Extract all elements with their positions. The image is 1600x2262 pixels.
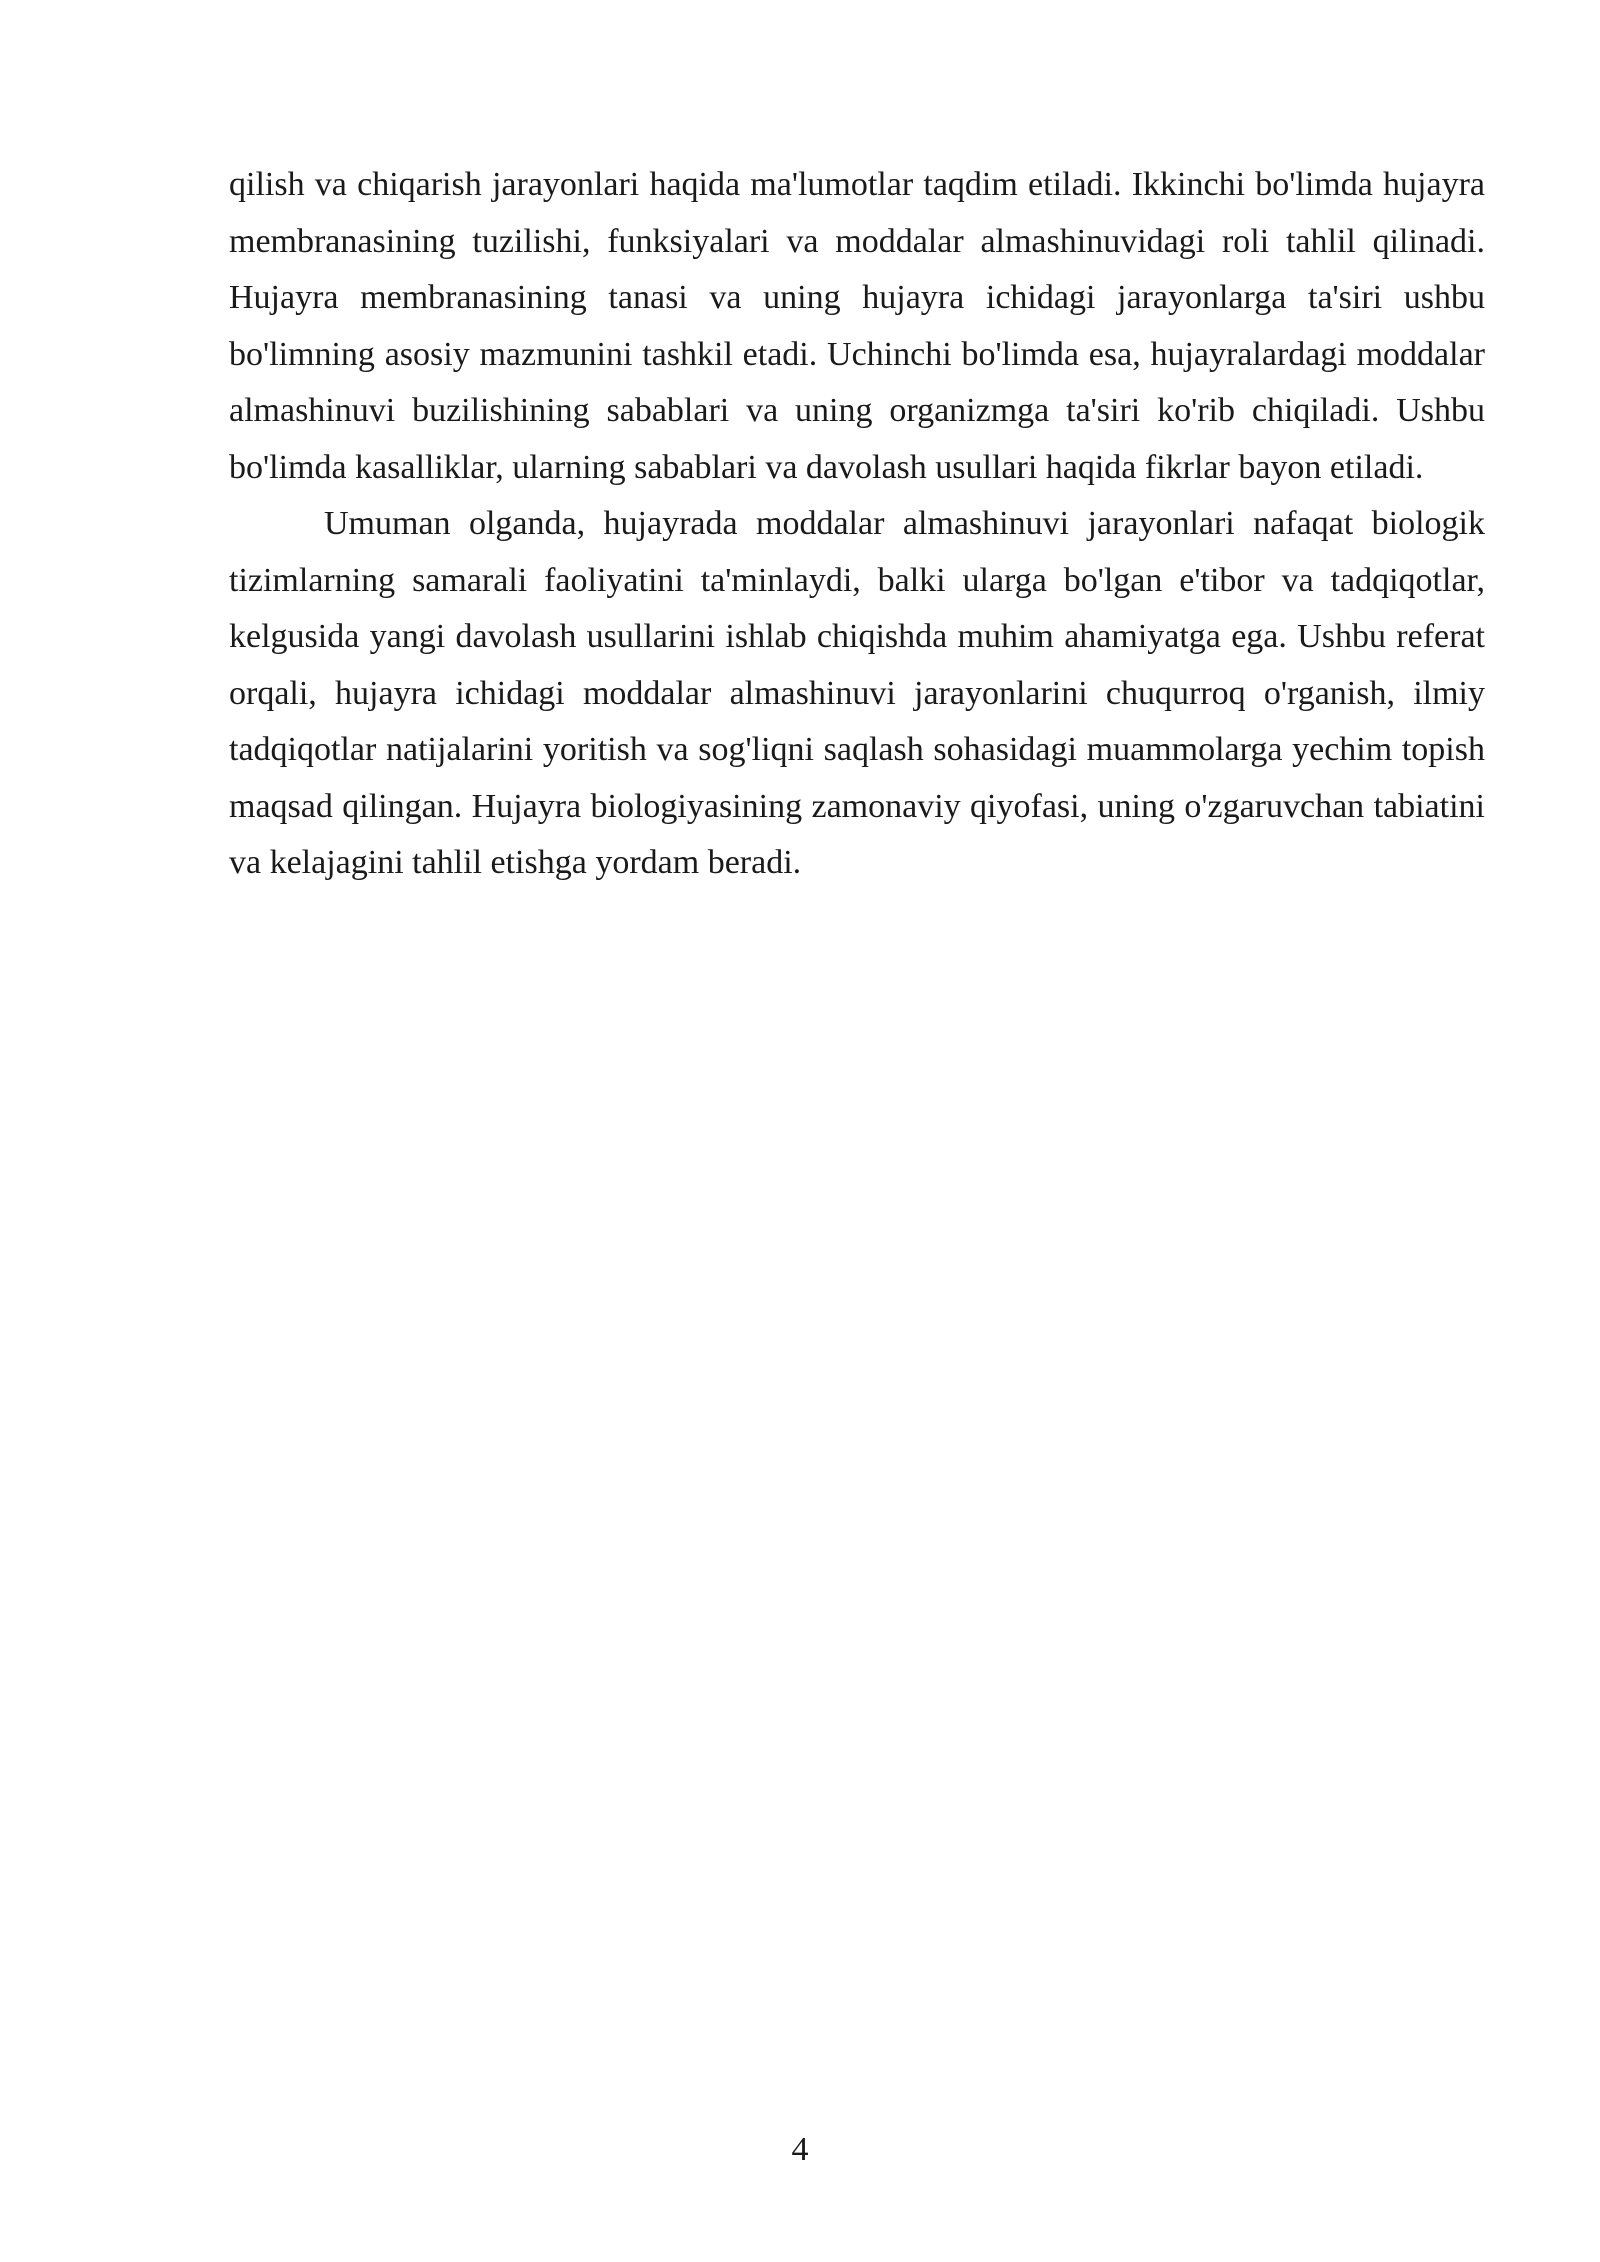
body-text — [229, 157, 1485, 892]
paragraph-conclusion: Umuman olganda, hujayrada moddalar almashinuvi jarayonlari nafaqat biologik tizimlarning samarali faoliyatini ta'minlaydi, balki ularga bo'lgan e'tibor va tadqiqotlar, kelgusida yangi davolash usullarini ishlab chiqishda muhim ahamiyatga ega. Ushbu referat orqali, hujayra ichidagi moddalar almashinuvi jarayonlarini chuqurroq o'rganish, ilmiy tadqiqotlar natijalarini yoritish va sog'liqni saqlash sohasidagi muammolarga yechim topish maqsad qilingan. Hujayra biologiyasining zamonaviy qiyofasi, uning o'zgaruvchan tabiatini va kelajagini tahlil etishga yordam beradi. — [229, 505, 1485, 881]
paragraph-continuation: qilish va chiqarish jarayonlari haqida ma'lumotlar taqdim etiladi. Ikkinchi bo'limda hujayra membranasining tuzilishi, funksiyalari va moddalar almashinuvidagi roli tahlil qilinadi. Hujayra membranasining tanasi va uning hujayra ichidagi jarayonlarga ta'siri ushbu bo'limning asosiy mazmunini tashkil etadi. Uchinchi bo'limda esa, hujayralardagi moddalar almashinuvi buzilishining sabablari va uning organizmga ta'siri ko'rib chiqiladi. Ushbu bo'limda kasalliklar, ularning sabablari va davolash usullari haqida fikrlar bayon etiladi. — [229, 166, 1485, 486]
page-number: 4 — [791, 2131, 809, 2168]
